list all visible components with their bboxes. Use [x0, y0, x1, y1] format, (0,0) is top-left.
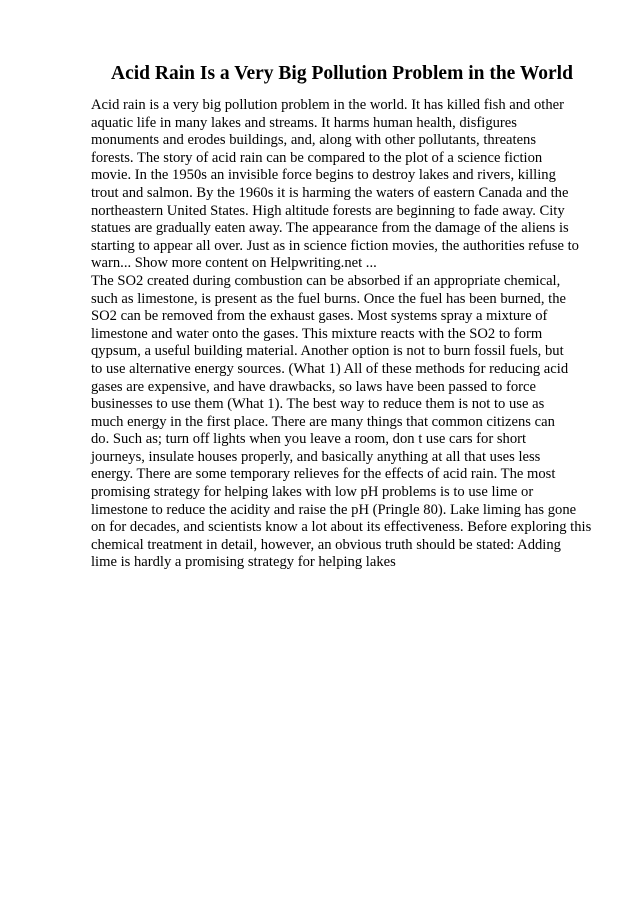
- body-line: such as limestone, is present as the fuel burns. Once the fuel has been burned, the: [91, 290, 566, 307]
- body-line: The SO2 created during combustion can be absorbed if an appropriate chemical,: [91, 272, 561, 289]
- body-line: qypsum, a useful building material. Another option is not to burn fossil fuels, but: [91, 343, 564, 360]
- body-line: limestone to reduce the acidity and raise the pH (Pringle 80). Lake liming has gone: [91, 501, 577, 518]
- body-line: trout and salmon. By the 1960s it is harming the waters of eastern Canada and the: [91, 184, 569, 201]
- body-line: starting to appear all over. Just as in science fiction movies, the authorities refuse to: [91, 237, 579, 254]
- body-line: energy. There are some temporary relieves for the effects of acid rain. The most: [91, 466, 556, 483]
- body-line: limestone and water onto the gases. This mixture reacts with the SO2 to form: [91, 325, 543, 342]
- body-line: movie. In the 1950s an invisible force begins to destroy lakes and rivers, killing: [91, 167, 556, 184]
- body-line: northeastern United States. High altitude forests are beginning to fade away. City: [91, 202, 565, 219]
- body-line: lime is hardly a promising strategy for helping lakes: [91, 554, 396, 571]
- document-body: [91, 97, 611, 572]
- body-line: gases are expensive, and have drawbacks, so laws have been passed to force: [91, 378, 536, 395]
- body-line: chemical treatment in detail, however, an obvious truth should be stated: Adding: [91, 536, 561, 553]
- body-line: journeys, insulate houses properly, and basically anything at all that uses less: [91, 448, 541, 465]
- body-line: aquatic life in many lakes and streams. It harms human health, disfigures: [91, 114, 517, 131]
- document-title: Acid Rain Is a Very Big Pollution Problem in the World: [111, 63, 573, 84]
- body-line: on for decades, and scientists know a lot about its effectiveness. Before exploring this: [91, 519, 592, 536]
- body-line: to use alternative energy sources. (What 1) All of these methods for reducing acid: [91, 360, 569, 377]
- show-more-line: warn... Show more content on Helpwriting.net ...: [91, 255, 377, 272]
- body-line: SO2 can be removed from the exhaust gases. Most systems spray a mixture of: [91, 308, 548, 325]
- body-line: statues are gradually eaten away. The appearance from the damage of the aliens is: [91, 220, 569, 237]
- body-line: monuments and erodes buildings, and, along with other pollutants, threatens: [91, 132, 537, 149]
- body-line: do. Such as; turn off lights when you leave a room, don t use cars for short: [91, 431, 527, 448]
- body-line: forests. The story of acid rain can be compared to the plot of a science fiction: [91, 149, 543, 166]
- body-line: much energy in the first place. There are many things that common citizens can: [91, 413, 555, 430]
- body-line: businesses to use them (What 1). The best way to reduce them is not to use as: [91, 396, 545, 413]
- body-line: promising strategy for helping lakes with low pH problems is to use lime or: [91, 484, 534, 501]
- body-line: Acid rain is a very big pollution problem in the world. It has killed fish and other: [91, 97, 564, 113]
